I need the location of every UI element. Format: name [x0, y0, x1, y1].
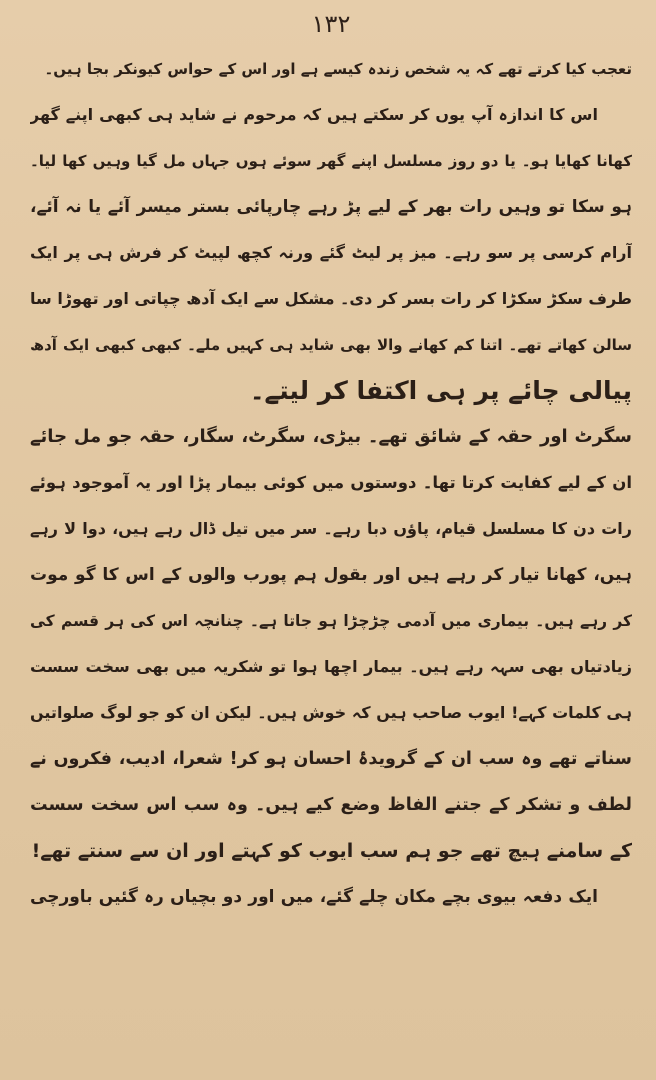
text-line: ہو سکا تو وہیں رات بھر کے لیے پڑ رہے چارپائی بستر میسر آئے یا نہ آئے، [30, 197, 632, 217]
text-line: کھانا کھایا ہو۔ یا دو روز مسلسل اپنے گھر سوئے ہوں جہاں مل گیا وہیں کھا لیا۔ [30, 152, 632, 170]
text-line: تعجب کیا کرتے تھے کہ یہ شخص زندہ کیسے ہے اور اس کے حواس کیونکر بجا ہیں۔ [44, 60, 632, 78]
text-line: ایک دفعہ بیوی بچے مکان چلے گئے، میں اور دو بچیاں رہ گئیں باورچی [30, 887, 598, 907]
text-line: ان کے لیے کفایت کرتا تھا۔ دوستوں میں کوئی بیمار پڑا اور یہ آموجود ہوئے [30, 473, 632, 492]
text-line: زیادتیاں بھی سہہ رہے ہیں۔ بیمار اچھا ہوا تو شکریہ میں بھی سخت سست [30, 657, 632, 676]
text-line: کے سامنے ہیچ تھے جو ہم سب ایوب کو کہتے اور ان سے سنتے تھے! [31, 840, 632, 862]
body-text [30, 46, 632, 920]
text-line: اس کا اندازہ آپ یوں کر سکتے ہیں کہ مرحوم نے شاید ہی کبھی اپنے گھر [30, 105, 598, 124]
text-line: سالن کھاتے تھے۔ اتنا کم کھانے والا بھی شاید ہی کہیں ملے۔ کبھی کبھی ایک آدھ [30, 336, 632, 354]
page-number: ۱۳۲ [311, 10, 351, 38]
text-line: طرف سکڑ سکڑا کر رات بسر کر دی۔ مشکل سے ایک آدھ چپاتی اور تھوڑا سا [30, 289, 632, 308]
text-line: کر رہے ہیں۔ بیماری میں آدمی چڑچڑا ہو جاتا ہے۔ چنانچہ اس کی ہر قسم کی [30, 612, 632, 630]
text-line: لطف و تشکر کے جتنے الفاظ وضع کیے ہیں۔ وہ سب اس سخت سست [30, 795, 632, 815]
text-line: رات دن کا مسلسل قیام، پاؤں دبا رہے۔ سر میں تیل ڈال رہے ہیں، دوا لا رہے [30, 519, 632, 538]
text-line: ہیں، کھانا تیار کر رہے ہیں اور بقول ہم پورب والوں کے اس کا گو موت [30, 565, 632, 585]
text-line: سناتے تھے وہ سب ان کے گرویدۂ احسان ہو کر! شعرا، ادیب، فکروں نے [30, 749, 632, 769]
text-line: آرام کرسی پر سو رہے۔ میز پر لیٹ گئے ورنہ کچھ لپیٹ کر فرش ہی پر ایک [30, 243, 632, 262]
text-line: سگرٹ اور حقہ کے شائق تھے۔ بیڑی، سگرٹ، سگار، حقہ جو مل جائے [30, 426, 632, 447]
text-line: ہی کلمات کہے! ایوب صاحب ہیں کہ خوش ہیں۔ لیکن ان کو جو لوگ صلواتیں [30, 703, 632, 722]
text-line: پیالی چائے پر ہی اکتفا کر لیتے۔ [249, 376, 632, 405]
